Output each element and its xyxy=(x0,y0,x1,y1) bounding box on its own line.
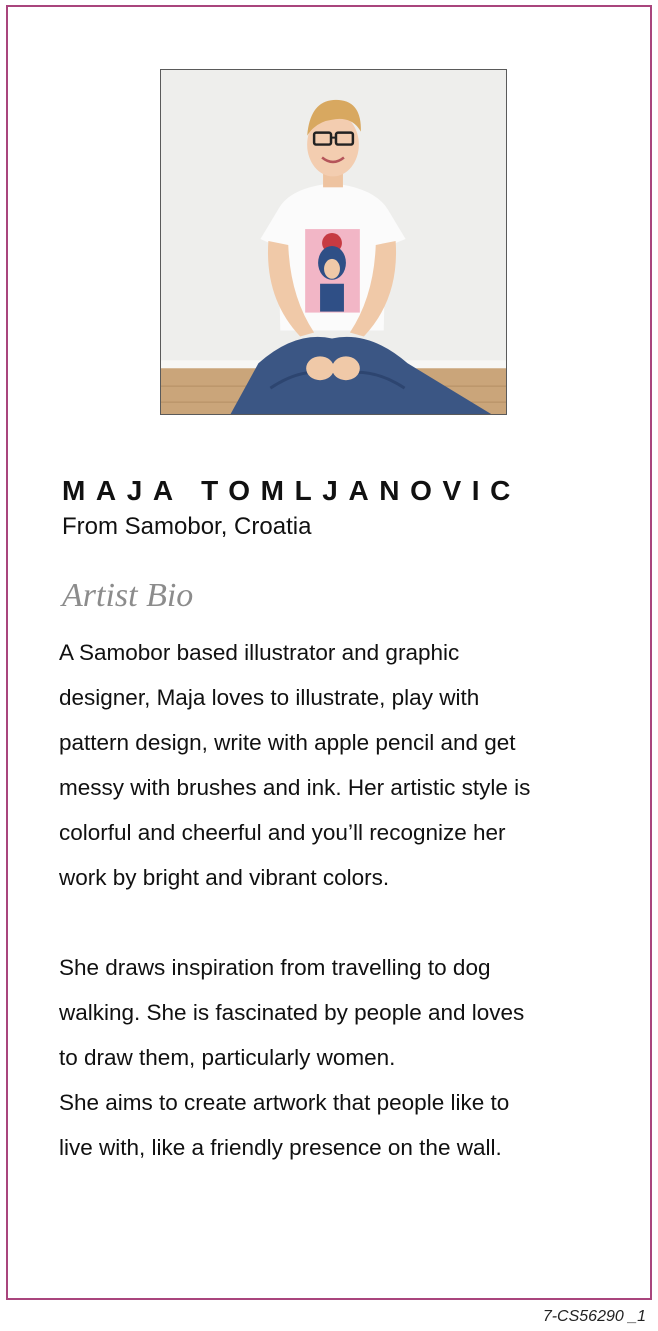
bio-line: colorful and cheerful and you’ll recognize her xyxy=(59,820,506,845)
bio-line: She draws inspiration from travelling to dog xyxy=(59,955,491,980)
bio-heading: Artist Bio xyxy=(62,577,194,614)
artist-location: From Samobor, Croatia xyxy=(62,513,312,540)
bio-line: A Samobor based illustrator and graphic xyxy=(59,640,460,665)
bio-line: pattern design, write with apple pencil and get xyxy=(59,730,516,755)
artist-photo xyxy=(160,69,507,415)
product-code: 7-CS56290 _1 xyxy=(542,1308,646,1325)
bio-line: work by bright and vibrant colors. xyxy=(59,865,390,890)
artist-portrait-illustration xyxy=(161,70,506,414)
bio-line: to draw them, particularly women. xyxy=(59,1045,396,1070)
bio-text xyxy=(59,630,619,1170)
paragraph-spacer xyxy=(59,900,619,945)
bio-line: messy with brushes and ink. Her artistic style is xyxy=(59,775,531,800)
bio-line: live with, like a friendly presence on the wall. xyxy=(59,1135,502,1160)
bio-line: designer, Maja loves to illustrate, play with xyxy=(59,685,480,710)
bio-line: walking. She is fascinated by people and loves xyxy=(59,1000,525,1025)
artist-name: MAJA TOMLJANOVIC xyxy=(62,475,521,506)
bio-line: She aims to create artwork that people like to xyxy=(59,1090,510,1115)
